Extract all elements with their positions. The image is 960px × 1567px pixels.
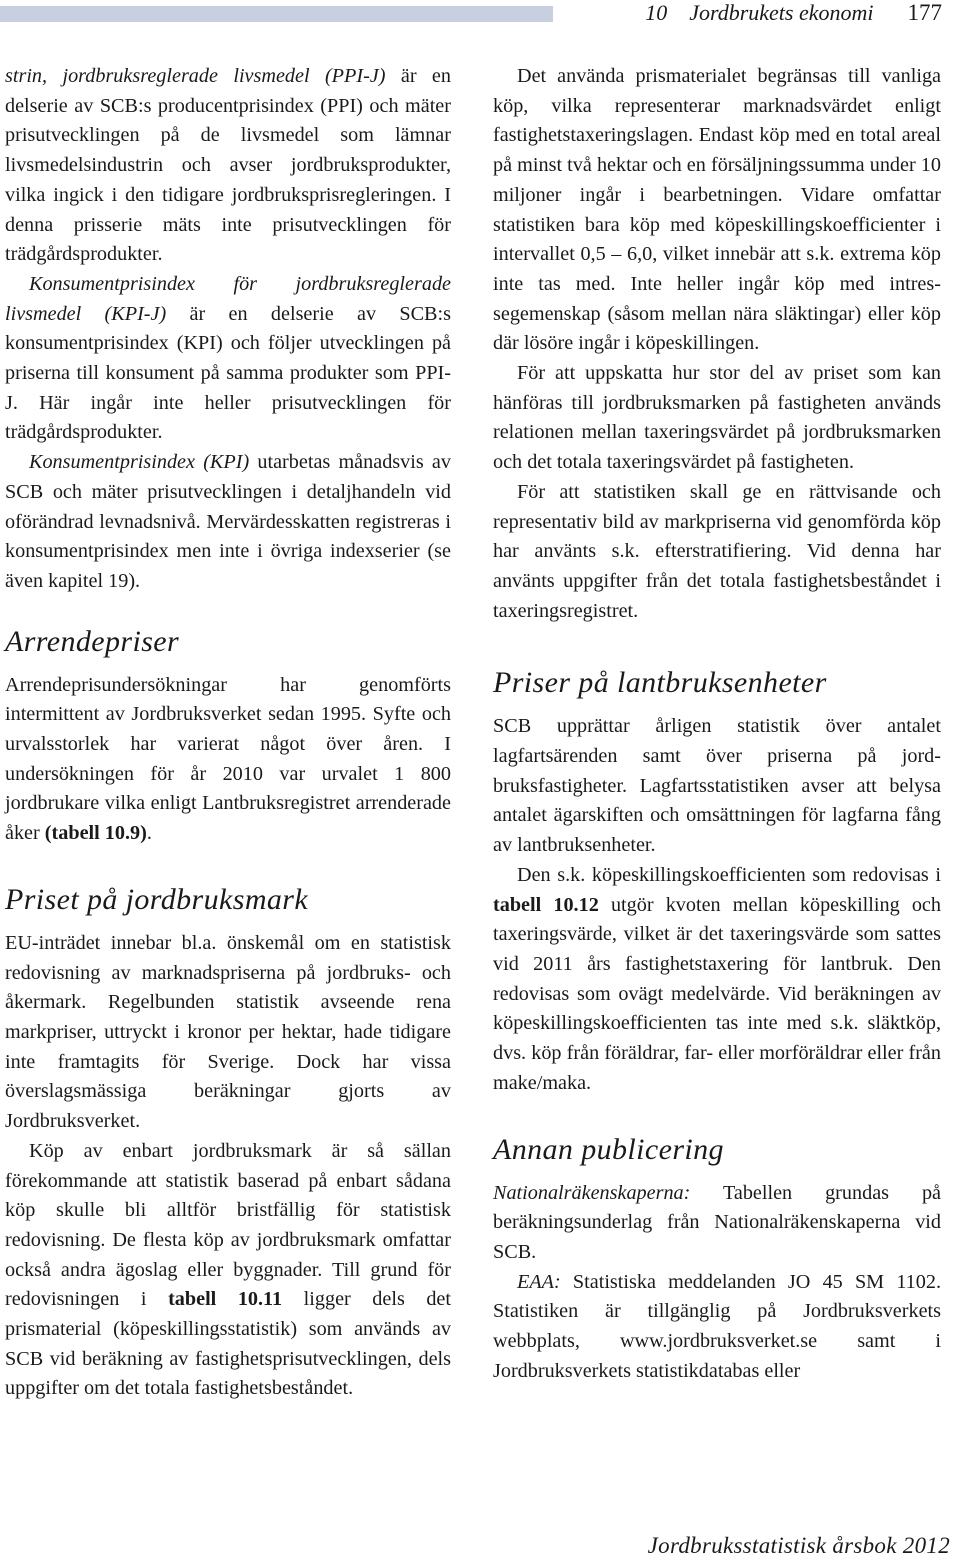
eaa-paragraph — [493, 1268, 941, 1387]
kpi-paragraph — [5, 448, 451, 597]
running-footer: Jordbruksstatistisk årsbok 2012 — [647, 1533, 950, 1558]
arrendepriser-heading: Arrendepriser — [5, 624, 180, 658]
page-number: 177 — [907, 0, 942, 25]
annan-publicering-heading: Annan publicering — [493, 1132, 724, 1166]
table-ref-10-9: (tabell 10.9) — [44, 822, 147, 845]
kpi-term: Konsumentprisindex (KPI) — [29, 451, 250, 474]
jordbruksmark-p2-end: ligger dels det prismaterial (köpeskillingsstatistik) som används av SCB vid beräkning av fastighetsprisutvecklingen, dels uppgifter om det totala fastighetsbeståndet. — [5, 1288, 451, 1400]
kpi-j-text: är en delserie av SCB:s konsumentprisindex (KPI) och följer utvecklingen på priserna till konsument på samma produkter som PPI-J. Här ingår inte heller prisutvecklingen för trädgårdsprodukter. — [5, 302, 451, 444]
lantbruksenheter-paragraph-2 — [493, 861, 941, 1099]
table-ref-10-11: tabell 10.11 — [168, 1288, 283, 1311]
jordbruksmark-paragraph-2 — [5, 1137, 451, 1404]
right-column — [493, 62, 941, 1386]
running-header — [645, 0, 942, 26]
intro-paragraph — [5, 62, 451, 270]
lantbruksenheter-heading: Priser på lantbruksenheter — [493, 666, 827, 700]
eaa-term: EAA: — [517, 1270, 561, 1293]
nationalrakenskaperna-paragraph — [493, 1179, 941, 1268]
arrendepriser-end: . — [146, 822, 152, 845]
eaa-text: Statistiska meddelanden JO 45 SM 1102. Statistiken är tillgänglig på Jordbruksverkets webbplats, www.jordbruksverket.se samt i Jordbruksverkets statistikdatabas eller — [493, 1270, 941, 1382]
kpi-j-term: Konsumentprisindex för jordbruksreglerade livsmedel (KPI-J) — [5, 272, 451, 325]
lantbruksenheter-p2-start: Den s.k. köpeskillingskoefficienten som redovisas i — [517, 863, 941, 886]
efterstratifiering-paragraph: För att statistiken skall ge en rättvisande och representativ bild av markpriserna vid genomförda köp har använts s.k. efterstratifiering. Vid denna har använts uppgifter från det totala fastighetsbeståndet i taxeringsregistret. — [493, 480, 941, 622]
lantbruksenheter-paragraph-1: SCB upprättar årligen statistik över antalet lagfartsärenden samt över priserna på jordbruksfastigheter. Lagfartsstatistiken avser att belysa antalet ägarskiften och omsättningen för lagfarna fång av lantbruksenheter. — [493, 715, 941, 857]
kpi-j-paragraph — [5, 270, 451, 448]
header-bar — [0, 6, 553, 22]
left-column — [5, 62, 451, 1404]
taxeringsvarde-paragraph: För att uppskatta hur stor del av priset som kan hänföras till jordbruksmarken på fastigheten används relationen mellan taxeringsvärdet på jordbruksmarken och det totala taxeringsvärdet på fastigheten. — [493, 362, 941, 474]
lantbruksenheter-p2-end: utgör kvoten mellan köpeskilling och taxeringsvärde, vilket är det taxeringsvärde som sattes vid 2011 års fastighetstaxering för lantbruk. Den redovisas som ovägt medelvärde. Vid beräkningen av köpeskillingskoefficienten tas inte med s.k. släktköp, dvs. köp från föräldrar, far- eller morföräldrar eller från make/maka. — [493, 893, 941, 1094]
chapter-number: 10 — [645, 0, 668, 25]
nationalrakenskaperna-term: Nationalräkenskaperna: — [493, 1181, 691, 1204]
table-ref-10-12: tabell 10.12 — [493, 893, 599, 916]
intro-text: är en delserie av SCB:s producentprisindex (PPI) och mäter prisutvecklingen på de livsmedel som lämnar livsmedelsindustrin och avser jordbruksprodukter, vilka ingick i den tidigare jordbruksprisregleringen. I denna prisserie mäts inte prisutvecklingen för trädgårdsprodukter. — [5, 65, 451, 266]
arrendepriser-text: Arrendeprisundersökningar har genomförts intermittent av Jordbruksverket sedan 1995. Syfte och urvalsstorlek har varierat något över åren. I undersökningen för år 2010 var urvalet 1 800 jordbrukare vilka enligt Lantbruksregistret arrenderade åker — [5, 673, 451, 845]
prismaterial-paragraph: Det använda prismaterialet begränsas till vanliga köp, vilka representerar marknadsvärdet enligt fastighetstaxeringslagen. Endast köp med en total areal på minst två hektar och en försäljningssumma under 10 miljoner ingår i bearbetningen. Vidare omfattar statistiken bara köp med köpeskillingskoefficienter i intervallet 0,5 – 6,0, vilket innebär att s.k. extrema köp inte tas med. Inte heller ingår köp med intressegemenskap (såsom mellan nära släktingar) eller köp där lösöre ingår i köpeskillingen. — [493, 65, 941, 355]
jordbruksmark-paragraph-1: EU-inträdet innebar bl.a. önskemål om en statistisk redovisning av marknadspriserna på jordbruks- och åkermark. Regelbunden statistik avseende rena markpriser, uttryckt i kronor per hektar, hade tidigare inte framtagits för Sverige. Dock har vissa överslagsmässiga beräkningar gjorts av Jordbruksverket. — [5, 931, 451, 1133]
arrendepriser-paragraph — [5, 671, 451, 849]
kpi-text: utarbetas månadsvis av SCB och mäter prisutvecklingen i detaljhandeln vid oförändrad levnadsnivå. Mervärdesskatten registreras i konsumentprisindex men inte i övriga indexserier (se även kapitel 19). — [5, 451, 451, 592]
chapter-title: Jordbrukets ekonomi — [689, 0, 874, 25]
ppi-j-term: strin, jordbruksreglerade livsmedel (PPI-J) — [5, 65, 386, 87]
jordbruksmark-heading: Priset på jordbruksmark — [5, 882, 309, 916]
nationalrakenskaperna-text: Tabellen grundas på beräkningsunderlag från Nationalräkenskaperna vid SCB. — [493, 1181, 941, 1263]
jordbruksmark-p2-start: Köp av enbart jordbruksmark är så sällan förekommande att statistik baserad på enbart sådana köp skulle bli alltför bristfällig för statistisk redovisning. De flesta köp av jordbruksmark omfattar också andra ägoslag eller byggnader. Till grund för redovisningen i — [5, 1139, 451, 1311]
